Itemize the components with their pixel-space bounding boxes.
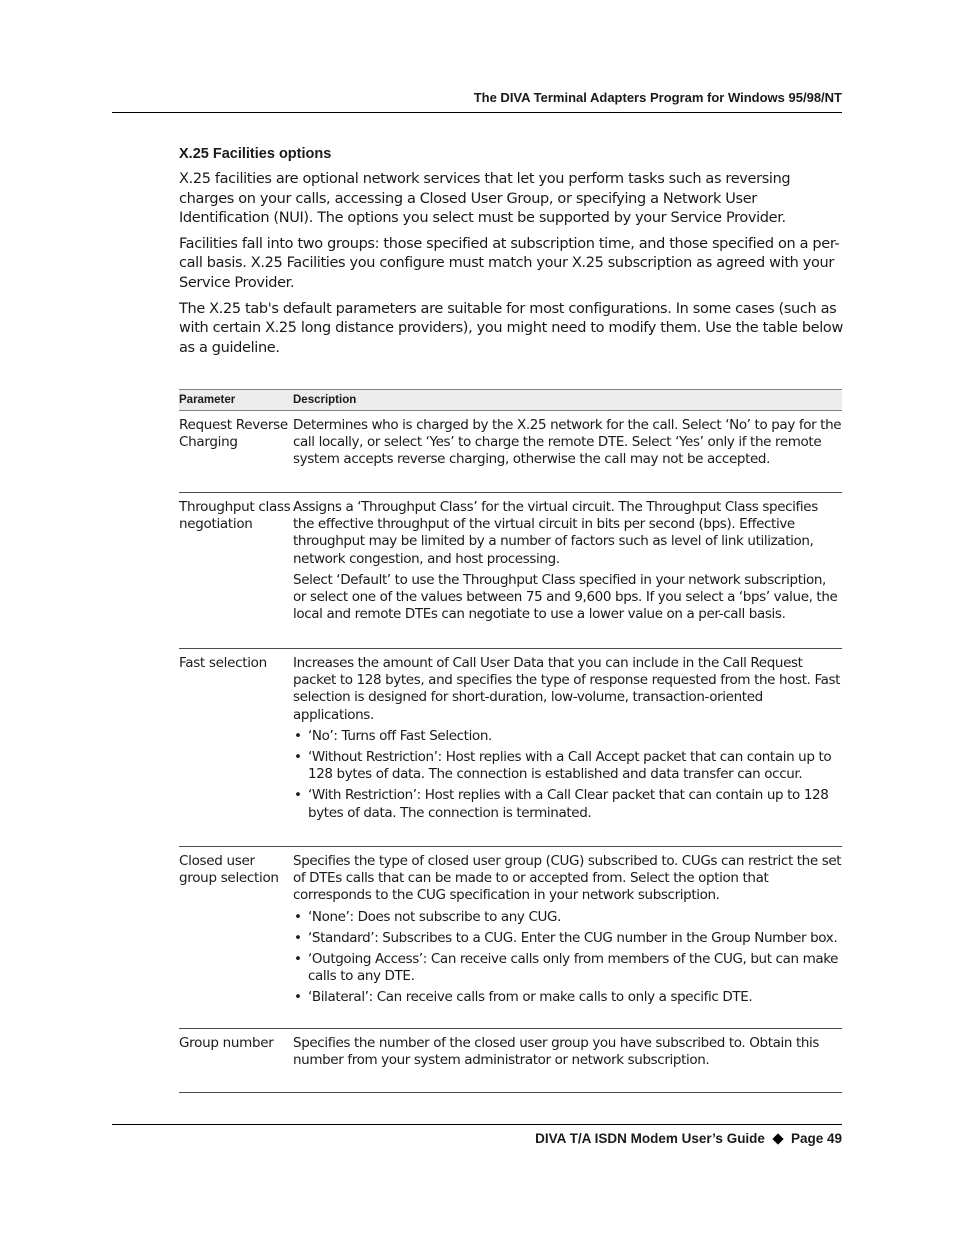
- intro-paragraph: Facilities fall into two groups: those specified at subscription time, and those specified on a per-call basis. X.25 Facilities you configure must match your X.25 subscription as agreed with your Service Provider.: [179, 235, 840, 291]
- footer-guide-title: DIVA T/A ISDN Modem User’s Guide: [535, 1131, 765, 1146]
- parameter-name: Throughput class negotiation: [179, 499, 291, 533]
- parameter-name: Closed user group selection: [179, 853, 279, 887]
- table-row: [179, 493, 842, 649]
- description-paragraph: Increases the amount of Call User Data that you can include in the Call Request packet to 128 bytes, and specifies the type of response requested from the host. Fast selection is designed for short-duration, low-volume, transaction-oriented applications.: [293, 655, 841, 723]
- description-paragraph: Specifies the number of the closed user group you have subscribed to. Obtain this number from your system administrator or network subscription.: [293, 1035, 820, 1069]
- parameter-name: Group number: [179, 1035, 274, 1051]
- intro-paragraph: The X.25 tab's default parameters are suitable for most configurations. In some cases (such as with certain X.25 long distance providers), you might need to modify them. Use the table below as a guideline.: [179, 300, 843, 356]
- parameter-table: [179, 389, 842, 1093]
- table-row: [179, 649, 842, 847]
- page-footer: [535, 1131, 842, 1146]
- parameter-description: [293, 655, 842, 846]
- diamond-icon: [772, 1133, 783, 1144]
- option-list-item: • ‘Standard’: Subscribes to a CUG. Enter the CUG number in the Group Number box.: [293, 930, 842, 947]
- footer-page-number: Page 49: [790, 1131, 842, 1146]
- table-row: [179, 411, 842, 493]
- table-row: [179, 847, 842, 1029]
- page-header-title: The DIVA Terminal Adapters Program for Windows 95/98/NT: [473, 90, 842, 105]
- footer-rule: [112, 1124, 842, 1125]
- parameter-description: [293, 1035, 842, 1092]
- option-list-item: • ‘With Restriction’: Host replies with a Call Clear packet that can contain up to 128 bytes of data. The connection is terminated.: [293, 787, 842, 821]
- description-paragraph: Assigns a ‘Throughput Class’ for the virtual circuit. The Throughput Class specifies the effective throughput of the virtual circuit in bits per second (bps). Effective throughput may be limited by a number of factors such as level of link utilization, network congestion, and host processing.: [293, 499, 818, 567]
- option-list: [293, 728, 842, 822]
- description-paragraph: Specifies the type of closed user group (CUG) subscribed to. CUGs can restrict the set of DTEs calls that can be made to or accepted from. Select the option that corresponds to the CUG specification in your network subscription.: [293, 853, 842, 904]
- section-title: X.25 Facilities options: [179, 146, 332, 162]
- table-header: [179, 389, 842, 411]
- table-row: [179, 1029, 842, 1093]
- parameter-description: [293, 853, 842, 1028]
- intro-paragraph: X.25 facilities are optional network services that let you perform tasks such as reversing charges on your calls, accessing a Closed User Group, or specifying a Network User Identification (NUI). The options you select must be supported by your Service Provider.: [179, 171, 791, 227]
- option-list: [293, 909, 842, 1007]
- column-header-parameter: Parameter: [179, 394, 236, 406]
- option-list-item: • ‘Bilateral’: Can receive calls from or make calls to only a specific DTE.: [293, 989, 842, 1006]
- option-list-item: • ‘Without Restriction’: Host replies with a Call Accept packet that can contain up to 128 bytes of data. The connection is established and data transfer can occur.: [293, 749, 842, 783]
- option-list-item: • ‘Outgoing Access’: Can receive calls only from members of the CUG, but can make calls to any DTE.: [293, 951, 842, 985]
- description-paragraph: Determines who is charged by the X.25 network for the call. Select ‘No’ to pay for the call locally, or select ‘Yes’ to charge the remote DTE. Select ‘Yes’ only if the remote system accepts reverse charging, otherwise the call may not be accepted.: [293, 417, 842, 468]
- parameter-name: Fast selection: [179, 655, 267, 671]
- header-rule: [112, 112, 842, 113]
- description-paragraph: Select ‘Default’ to use the Throughput Class specified in your network subscription, or select one of the values between 75 and 9,600 bps. If you select a ‘bps’ value, the local and remote DTEs can negotiate to use a lower value on a per-call basis.: [293, 571, 838, 623]
- option-list-item: • ‘No’: Turns off Fast Selection.: [293, 728, 842, 745]
- table-body: [179, 411, 842, 1093]
- parameter-description: [293, 417, 842, 492]
- option-list-item: • ‘None’: Does not subscribe to any CUG.: [293, 909, 842, 926]
- column-header-description: Description: [293, 394, 357, 406]
- parameter-name: Request Reverse Charging: [179, 417, 288, 451]
- intro-text: [179, 170, 843, 364]
- parameter-description: [293, 499, 842, 648]
